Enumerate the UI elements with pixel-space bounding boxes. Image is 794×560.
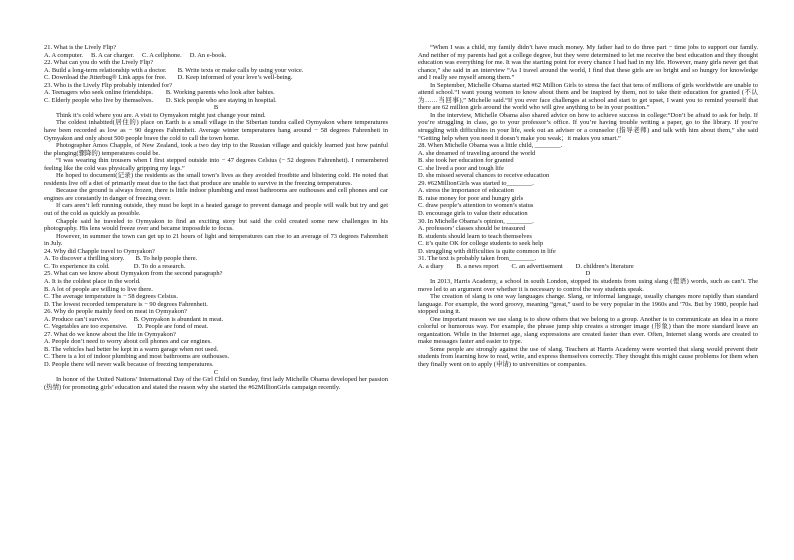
text-line: C. Elderly people who live by themselves. D. Sick people who are staying in hospital. — [44, 96, 277, 104]
question: 31. The text is probably taken from________. — [418, 255, 537, 263]
question: 22. What can you do with the Lively Flip? — [44, 59, 154, 67]
text-line: C. Vegetables are too expensive. D. People are fond of meat. — [44, 323, 209, 331]
text-line: D. she missed several chances to receive education — [418, 172, 550, 180]
text-line: In honor of the United Nations’ International Day of the Girl Child on Sunday, first lady Michelle Obama developed her passion (热情) for promoting girls’ education and stated the reason why she started the #62MillionGirls campaign recently. — [44, 376, 388, 391]
question: 23. Who is the Lively Flip probably intended for? — [44, 81, 173, 89]
text-line: Chapple said he traveled to Oymyakon to find an exciting story but said the cold created some new challenges in his photography. His lens would freeze over and became impossible to focus. — [44, 217, 388, 233]
text-line: One important reason we use slang is to show others that we belong to a group. Another is to communicate an idea in a more colorful or humorous way. For example, the phrase jump ship creates a stronger image (形象) than the more standard leave an organization. While in the Internet age, slang expressions are created faster than ever. Often, Internet slang words are created to make messages faster and easier to type. — [418, 315, 758, 346]
text-line: A. stress the importance of education — [418, 187, 514, 195]
text-line: D. People there will never walk because of freezing temperatures. — [44, 360, 214, 368]
text-line: A. Teenagers who seek online friendships. B. Working parents who look after babies. — [44, 89, 275, 97]
text-line: In the interview, Michelle Obama also shared advice on how to achieve success in college:“Don’t be afraid to ask for help. If you’re struggling in class, go to your professor’s office. If you’re having trouble writing a paper, go to the library. If you’re struggling with difficulties in your life, seek out an adviser or a counselor (指导老师) and talk with him about them,” she said “Getting help when you need it doesn’t make you weak；it makes you smart.” — [418, 111, 758, 142]
text-line: “When I was a child, my family didn’t have much money. My father had to do three part − time jobs to support our family. And neither of my parents had got a college degree, but they were determined to let me receive the best education and they thought education was everything for me. It was the starting point for every chance I had had in my life. However, many girls never get that chance,” she said in an interview “As I travel around the world, I find that these girls are so bright and so hungry for knowledge and I really see myself among them.” — [418, 44, 758, 82]
question: 28. When Michelle Obama was a little child, ________. — [418, 142, 563, 150]
right-column — [418, 44, 758, 369]
text-line: C. it’s quite OK for college students to seek help — [418, 240, 544, 248]
question: 27. What do we know about the life in Oymyakon? — [44, 330, 176, 338]
text-line: A. she dreamed of traveling around the world — [418, 149, 536, 157]
question: 30. In Michelle Obama’s opinion, ________. — [418, 217, 534, 225]
text-line: In September, Michelle Obama started #62 Million Girls to stress the fact that tens of millions of girls worldwide are unable to attend school.“I want young women to know about them and be inspired by them, not to take their education for granted (不认为……当回事),” Michelle said.“If you ever face challenges at school and start to get upset, I want you to remind yourself that there are 62 million girls around the world who will give anything to be in your position.” — [418, 81, 758, 112]
text-line: A. A computer. B. A car charger. C. A cellphone. D. An e-book. — [44, 51, 227, 59]
question: 24. Why did Chapple travel to Oymyakon? — [44, 247, 155, 255]
question: 21. What is the Lively Flip? — [44, 44, 117, 51]
text-line: Because the ground is always frozen, there is little indoor plumbing and most bathrooms are outhouses and cell phones and car engines are constantly in danger of freezing over. — [44, 187, 388, 202]
text-line: Think it’s cold where you are. A visit to Oymyakon might just change your mind. — [56, 111, 266, 119]
question: 29. #62MillionGirls was started to________. — [418, 179, 534, 187]
text-line: C. The average temperature is − 58 degrees Celsius. — [44, 293, 179, 301]
text-line: Some people are strongly against the use of slang. Teachers at Harris Academy were worried that slang would prevent their students from learning how to read, write, and express themselves correctly. They thought this might cause problems for them when they finally went on to apply (申请) to universities or companies. — [418, 345, 758, 368]
text-line: A. professors’ classes should be treasured — [418, 225, 526, 233]
text-line: If cars aren’t left running outside, they must be kept in a heated garage to prevent damage and people will walk but try and get out of the cold as quickly as possible. — [44, 202, 388, 218]
text-line: C. draw people’s attention to women’s status — [418, 202, 534, 210]
text-line: B. raise money for poor and hungry girls — [418, 194, 524, 202]
text-line: D. The lowest recorded temperature is − 90 degrees Fahrenheit. — [44, 300, 208, 308]
text-line: “I was wearing thin trousers when I first stepped outside into − 47 degrees Celsius (− 52 degrees Fahrenheit). I remembered feeling like the cold was physically gripping my legs.” — [44, 157, 388, 172]
left-column — [44, 44, 388, 391]
text-line: B. students should learn to teach themselves — [418, 232, 532, 240]
text-line: C. she lived a poor and tough life — [418, 164, 504, 172]
text-line: A. To discover a thrilling story. B. To help people there. — [44, 255, 198, 263]
text-line: A. Build a long-term relationship with a doctor. B. Write texts or make calls by using your voice. — [44, 66, 304, 74]
text-line: B. she took her education for granted — [418, 157, 514, 165]
text-line: B. The vehicles had better be kept in a warm garage when not used. — [44, 345, 219, 353]
text-line: A. a diary B. a news report C. an advertisement D. children’s literature — [418, 262, 634, 270]
section-heading: B — [213, 104, 219, 112]
text-line: The coldest inhabited(居住的) place on Earth is a small village in the Siberian tundra called Oymyakon where temperatures have been recorded as low as − 90 degrees Fahrenheit. Average winter temperatures hang around − 58 degrees Fahrenheit in Oymyakon and only about 500 people brave the cold to call the town home. — [44, 119, 388, 142]
text-line: D. struggling with difficulties is quite common in life — [418, 247, 556, 255]
section-heading: C — [213, 368, 219, 376]
text-line: In 2013, Harris Academy, a school in south London, stopped its students from using slang (俚语) words, such as can’t. The move led to an argument over whether it is necessary to control the way students speak. — [418, 277, 758, 293]
text-line: C. There is a lot of indoor plumbing and most bathrooms are outhouses. — [44, 353, 230, 361]
question: 26. Why do people mainly feed on meat in Oymyakon? — [44, 308, 187, 316]
text-line: A. Produce can’t survive. B. Oymyakon is abundant in meat. — [44, 315, 224, 323]
text-line: The creation of slang is one way languages change. Slang, or informal language, usually changes more rapidly than standard language. For example, the word groovy, meaning “great,” used to be very popular in the 1960s and ’70s. But by 1980, people had stopped using it. — [418, 293, 758, 316]
text-line: A. It is the coldest place in the world. — [44, 277, 141, 285]
text-line: C. To experience its cold. D. To do a research. — [44, 262, 186, 270]
text-line: However, in summer the town can get up to 21 hours of light and temperatures can rise to an average of 73 degrees Fahrenheit in July. — [44, 232, 388, 248]
text-line: He hoped to document(记录) the residents as the small town’s lives as they avoided frostbite and blistering cold. He noted that residents live off a diet of primarily meat due to the fact that produce are unable to survive in the freezing temperatures. — [44, 172, 388, 187]
text-line: C. Download the Jitterbug® Link apps for free. D. Keep informed of your love’s well-being. — [44, 74, 293, 82]
text-line: D. encourage girls to value their education — [418, 210, 528, 218]
section-heading: D — [585, 270, 591, 278]
question: 25. What can we know about Oymyakon from the second paragraph? — [44, 270, 223, 278]
text-line: A. People don’t need to worry about cell phones and car engines. — [44, 338, 212, 346]
text-line: B. A lot of people are willing to live there. — [44, 285, 153, 293]
text-line: Photographer Amos Chapple, of New Zealand, took a two day trip to the Russian village and quickly learned just how painful the plunging(骤降的) temperatures could be. — [44, 142, 388, 157]
